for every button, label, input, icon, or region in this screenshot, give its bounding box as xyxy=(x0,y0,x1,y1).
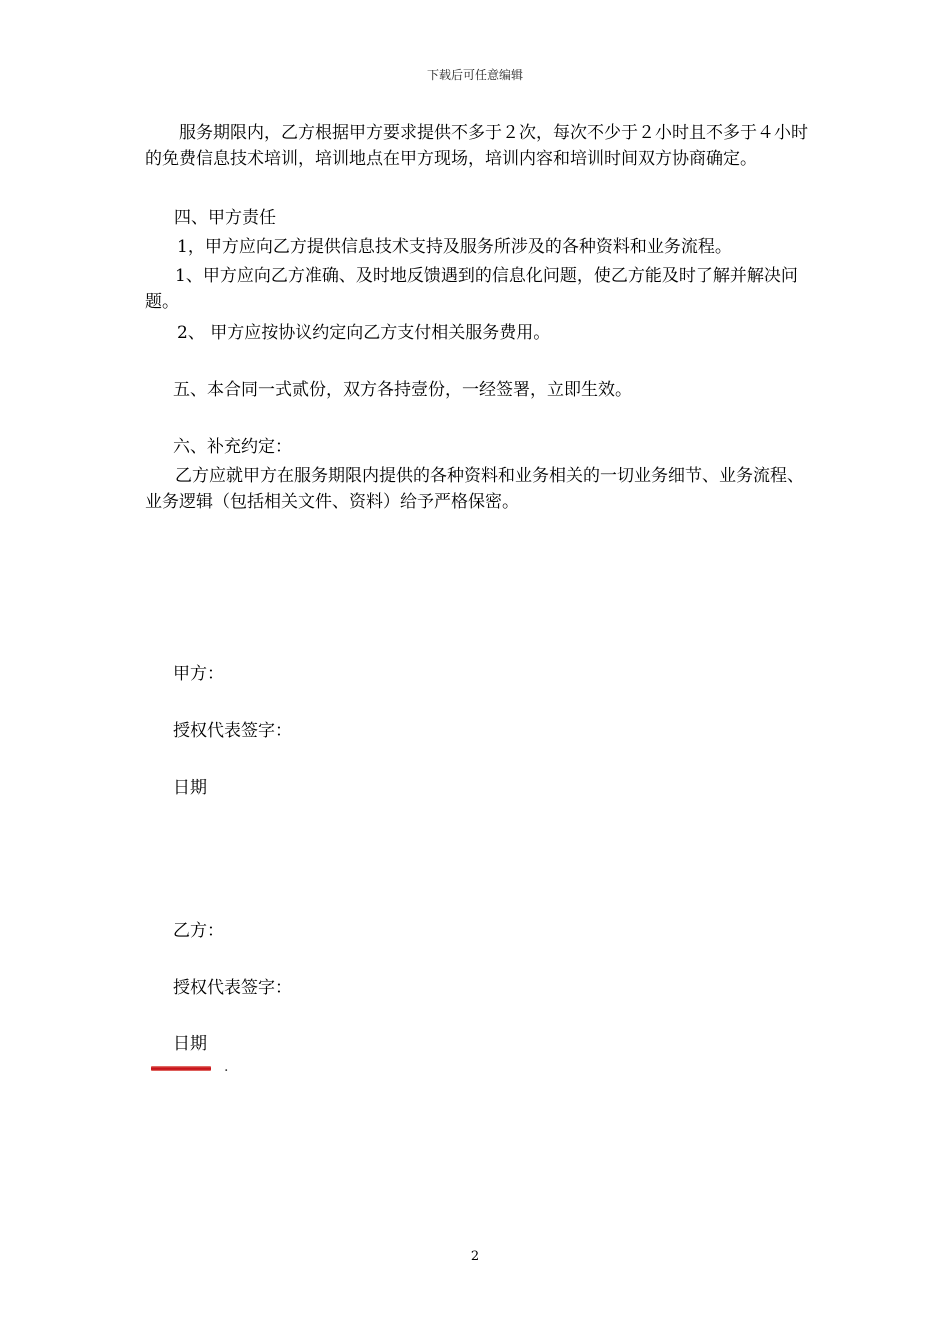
party-a-label: 甲方： xyxy=(173,664,224,684)
section-6-text: 乙方应就甲方在服务期限内提供的各种资料和业务相关的一切业务细节、业务流程、业务逻辑（包括相关文件、资料）给予严格保密。 xyxy=(145,466,804,512)
header-note: 下载后可任意编辑 xyxy=(426,68,523,82)
section-5: 五、本合同一式贰份，双方各持壹份，一经签署，立即生效。 xyxy=(173,380,632,400)
section-4-heading: 四、甲方责任 xyxy=(174,208,276,228)
party-b-date-label: 日期 xyxy=(173,1034,207,1054)
party-b-rep-label: 授权代表签字： xyxy=(173,978,292,998)
party-a-rep-label: 授权代表签字： xyxy=(173,721,292,741)
party-b-label: 乙方： xyxy=(173,921,224,941)
section-4-item-1: 1，甲方应向乙方提供信息技术支持及服务所涉及的各种资料和业务流程。 xyxy=(177,237,732,257)
training-paragraph: 服务期限内，乙方根据甲方要求提供不多于２次，每次不少于２小时且不多于４小时的免费信息技术培训，培训地点在甲方现场，培训内容和培训时间双方协商确定。 xyxy=(145,123,808,169)
party-a-date-label: 日期 xyxy=(173,778,207,798)
section-4-item-2: 1、甲方应向乙方准确、及时地反馈遇到的信息化问题，使乙方能及时了解并解决问题。 xyxy=(145,266,798,312)
section-4-item-3: 2、 甲方应按协议约定向乙方支付相关服务费用。 xyxy=(177,323,551,343)
section-6-heading: 六、补充约定： xyxy=(173,437,292,457)
page-number: 2 xyxy=(470,1249,480,1264)
stray-dot: . xyxy=(224,1059,229,1075)
red-underline-mark xyxy=(151,1066,211,1071)
